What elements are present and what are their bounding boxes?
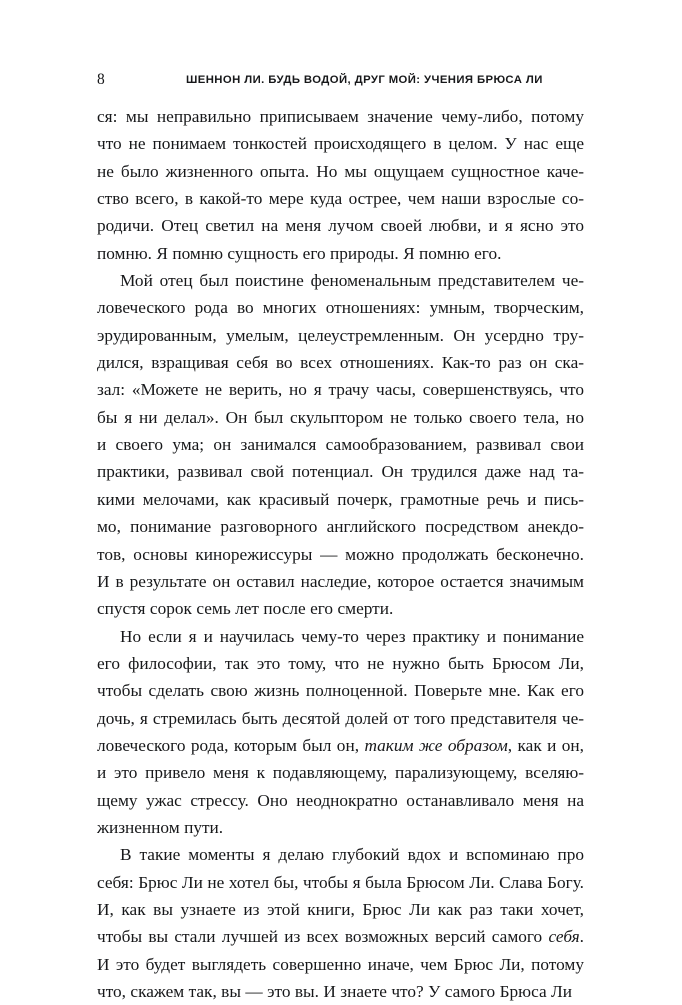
running-head xyxy=(97,70,585,90)
text-line: дился, взращивая себя во всех отношениях. Как-то раз он ска- xyxy=(97,353,584,373)
text-line: спустя сорок семь лет после его смерти. xyxy=(97,599,394,619)
paragraph xyxy=(97,841,584,1005)
paragraph xyxy=(97,103,584,267)
text-line: И в результате он оставил наследие, которое остается значимым xyxy=(97,571,584,591)
text-line: что, скажем так, вы — это вы. И знаете что? У самого Брюса Ли xyxy=(97,982,573,1001)
page-number: 8 xyxy=(97,71,105,88)
paragraph xyxy=(97,623,584,842)
text-line: и это привело меня к подавляющему, парализующему, вселяю- xyxy=(97,763,584,783)
text-line: ловеческого рода, которым был он, таким же образом, как и он, xyxy=(97,735,584,755)
text-line: тов, основы кинорежиссуры — можно продолжать бесконечно. xyxy=(97,544,584,564)
text-line: дочь, я стремилась быть десятой долей от того представителя че- xyxy=(97,708,584,728)
text-line: бы я ни делал». Он был скульптором не только своего тела, но xyxy=(97,407,584,427)
text-line: ся: мы неправильно приписываем значение чему-либо, потому xyxy=(97,107,584,126)
text-line: родичи. Отец светил на меня лучом своей любви, и я ясно это xyxy=(97,216,584,236)
text-line: и своего ума; он занимался самообразованием, развивал свои xyxy=(97,435,584,455)
text-line: И это будет выглядеть совершенно иначе, чем Брюс Ли, потому xyxy=(97,954,584,974)
body-text-block xyxy=(97,103,584,1005)
text-line: Но если я и научилась чему-то через практику и понимание xyxy=(120,626,584,646)
emphasis-text: таким же образом xyxy=(364,735,508,755)
text-line: что не понимаем тонкостей происходящего в целом. У нас еще xyxy=(97,134,584,154)
text-line: чтобы вы стали лучшей из всех возможных версий самого себя. xyxy=(97,927,584,947)
text-line: чтобы сделать свою жизнь полноценной. Поверьте мне. Как его xyxy=(97,681,584,701)
text-line: практики, развивал свой потенциал. Он трудился даже над та- xyxy=(97,462,584,482)
text-line: помню. Я помню сущность его природы. Я помню его. xyxy=(97,243,502,263)
text-line: мо, понимание разговорного английского посредством анекдо- xyxy=(97,517,584,537)
emphasis-text: себя xyxy=(548,927,580,947)
text-line: И, как вы узнаете из этой книги, Брюс Ли как раз таки хочет, xyxy=(97,899,584,919)
text-line: В такие моменты я делаю глубокий вдох и вспоминаю про xyxy=(120,845,584,865)
running-head-title: ШЕННОН ЛИ. БУДЬ ВОДОЙ, ДРУГ МОЙ: УЧЕНИЯ БРЮСА ЛИ xyxy=(186,74,543,86)
text-line: его философии, так это тому, что не нужно быть Брюсом Ли, xyxy=(97,653,584,673)
text-line: жизненном пути. xyxy=(97,817,224,837)
text-line: кими мелочами, как красивый почерк, грамотные речь и пись- xyxy=(97,489,584,509)
text-line: щему ужас стрессу. Оно неоднократно останавливало меня на xyxy=(97,790,584,810)
text-line: Мой отец был поистине феноменальным представителем че- xyxy=(120,271,584,291)
text-line: не было жизненного опыта. Но мы ощущаем сущностное каче- xyxy=(97,161,584,181)
paragraph xyxy=(97,267,584,622)
text-line: себя: Брюс Ли не хотел бы, чтобы я была Брюсом Ли. Слава Богу. xyxy=(97,872,584,892)
text-line: эрудированным, умелым, целеустремленным. Он усердно тру- xyxy=(97,325,584,345)
text-line: ловеческого рода во многих отношениях: умным, творческим, xyxy=(97,298,584,318)
text-line: ство всего, в какой-то мере куда острее, чем наши взрослые со- xyxy=(97,189,584,209)
text-line: зал: «Можете не верить, но я трачу часы, совершенствуясь, что xyxy=(97,380,584,400)
